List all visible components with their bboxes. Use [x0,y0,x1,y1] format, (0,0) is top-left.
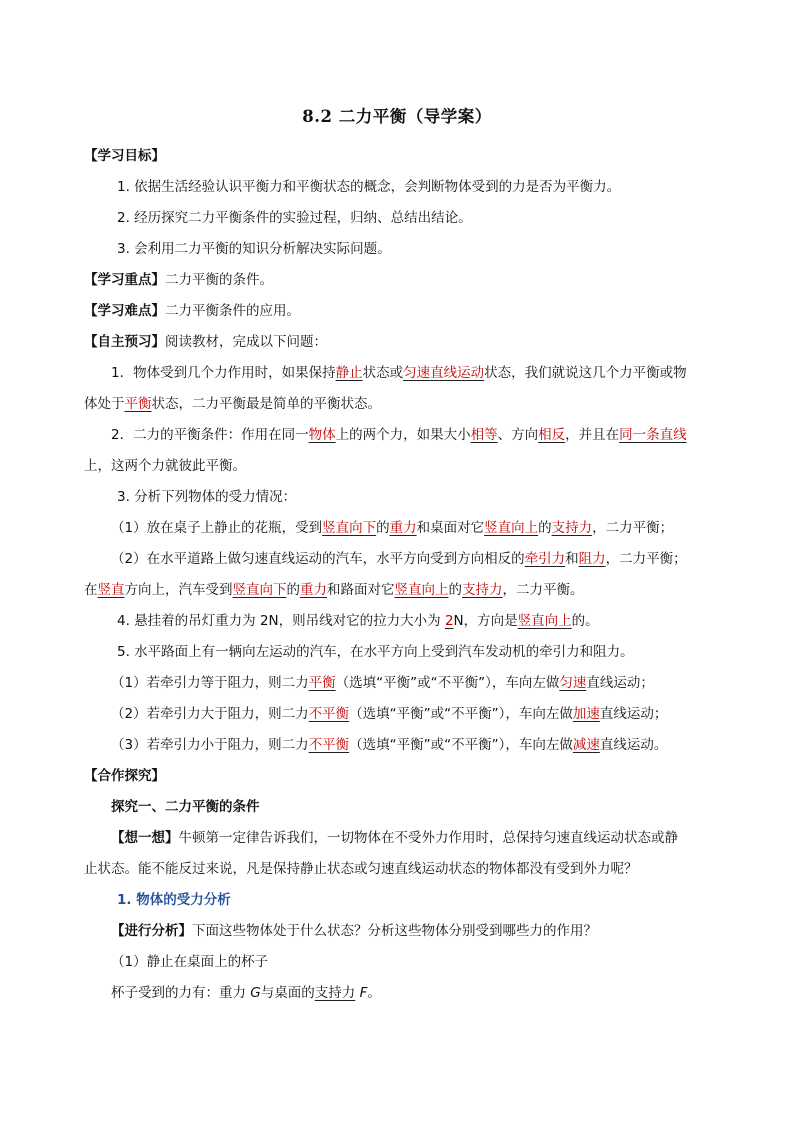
answer-blank: 竖直向上 [394,582,449,598]
text-segment: 的。 [571,613,599,629]
answer-blank: 支持力 [551,520,593,536]
think-label: 【想一想】 [111,830,179,846]
text-segment: 1．物体受到几个力作用时，如果保持 [111,365,336,381]
answer-blank: 竖直向下 [232,582,287,598]
preview-q4 [117,611,710,631]
key-point-heading: 【学习重点】 [84,272,165,288]
text-segment: N，方向是 [453,613,518,629]
answer-blank: 重力 [300,582,327,598]
text-segment: 的 [286,582,300,598]
coop-heading: 【合作探究】 [84,768,165,784]
text-segment: 直线运动。 [599,737,668,753]
section1-title: 1. 物体的受力分析 [117,892,231,908]
case1-answer [111,983,710,1003]
preview-q1-line2 [84,394,710,414]
answer-blank: 匀速 [559,675,587,691]
answer-blank: 重力 [389,520,417,536]
preview-q2-line1 [111,425,710,445]
preview-q5-p1 [111,673,710,693]
text-segment: 上的两个力，如果大小 [335,427,471,443]
text-segment: ，二力平衡； [592,520,674,536]
text-segment: （选填“平衡”或“不平衡”），车向左做 [349,706,573,722]
preview-q3-intro: 3. 分析下列物体的受力情况： [117,489,297,505]
text-segment: 、方向 [497,427,539,443]
text-segment: 状态或 [362,365,404,381]
preview-q5-p2 [111,704,710,724]
document-title: 8.2 二力平衡（导学案） [302,107,492,126]
difficulty-heading: 【学习难点】 [84,303,165,319]
preview-q1-line1 [111,363,710,383]
text-segment: 2．二力的平衡条件：作用在同一 [111,427,309,443]
answer-blank: 牵引力 [524,551,566,567]
answer-blank: 竖直向上 [484,520,539,536]
text-segment: （2）在水平道路上做匀速直线运动的汽车，水平方向受到方向相反的 [111,551,525,567]
think-line1 [111,828,710,848]
answer-blank: 物体 [308,427,336,443]
text-segment: （2）若牵引力大于阻力，则二力 [111,706,309,722]
variable-f: F [359,985,368,1001]
preview-q3-p1 [111,518,710,538]
answer-blank: 支持力 [462,582,503,598]
text-segment: 。 [367,985,381,1001]
analysis-label: 【进行分析】 [111,923,192,939]
text-segment: 杯子受到的力有：重力 [111,985,251,1001]
text-segment: 在 [84,582,98,598]
preview-intro: 阅读教材，完成以下问题： [165,334,327,350]
text-segment: （1）若牵引力等于阻力，则二力 [111,675,309,691]
preview-heading: 【自主预习】 [84,334,165,350]
answer-blank: 加速 [572,706,600,722]
preview-q3-p2-line1 [111,549,710,569]
think-text: 牛顿第一定律告诉我们，一切物体在不受外力作用时，总保持匀速直线运动状态或静 [178,830,678,846]
objectives-heading: 【学习目标】 [84,148,165,164]
text-segment: 直线运动； [586,675,654,691]
text-segment: （1）放在桌子上静止的花瓶，受到 [111,520,323,536]
text-segment: ，二力平衡。 [502,582,584,598]
answer-blank: 不平衡 [308,737,350,753]
analysis-line [111,921,710,941]
text-segment: 的 [448,582,462,598]
answer-blank: 平衡 [124,396,152,412]
text-segment: ，二力平衡； [605,551,687,567]
text-segment: 体处于 [84,396,125,412]
coop-sub1: 探究一、二力平衡的条件 [111,799,260,815]
answer-blank: 静止 [335,365,363,381]
preview-line [84,332,710,352]
think-line2: 止状态。能不能反过来说，凡是保持静止状态或匀速直线运动状态的物体都没有受到外力呢？ [84,861,638,877]
text-segment: （3）若牵引力小于阻力，则二力 [111,737,309,753]
text-segment: 与桌面的 [260,985,315,1001]
answer-blank: 竖直向下 [322,520,377,536]
text-segment: （选填“平衡”或“不平衡”），车向左做 [349,737,573,753]
key-point-line [84,270,710,290]
text-segment: 方向上，汽车受到 [124,582,233,598]
objective-item: 1. 依据生活经验认识平衡力和平衡状态的概念，会判断物体受到的力是否为平衡力。 [117,179,621,195]
text-segment: 上，这两个力就彼此平衡。 [84,458,246,474]
difficulty-line [84,301,710,321]
answer-blank: 竖直 [97,582,125,598]
text-segment: 状态，我们就说这几个力平衡或物 [484,365,687,381]
answer-blank: 竖直向上 [517,613,572,629]
text-segment: 和桌面对它 [416,520,485,536]
text-segment: 4. 悬挂着的吊灯重力为 2N，则吊线对它的拉力大小为 [117,613,445,629]
difficulty-text: 二力平衡条件的应用。 [165,303,300,319]
underlined-term: 支持力 [314,985,356,1001]
text-segment: ，并且在 [565,427,620,443]
preview-q3-p2-line2 [84,580,710,600]
answer-blank: 相等 [470,427,498,443]
key-point-text: 二力平衡的条件。 [165,272,273,288]
answer-blank: 2 [444,613,454,629]
objective-item: 2. 经历探究二力平衡条件的实验过程，归纳、总结出结论。 [117,210,472,226]
text-segment: 和 [565,551,579,567]
preview-q2-line2 [84,456,710,476]
answer-blank: 减速 [572,737,600,753]
text-segment: 和路面对它 [327,582,395,598]
text-segment: （选填“平衡”或“不平衡”），车向左做 [335,675,560,691]
case1-title: （1）静止在桌面上的杯子 [111,954,269,970]
text-segment: 的 [538,520,552,536]
preview-q5-p3 [111,735,710,755]
answer-blank: 同一条直线 [619,427,687,443]
analysis-text: 下面这些物体处于什么状态？分析这些物体分别受到哪些力的作用？ [192,923,597,939]
variable-g: G [250,985,261,1001]
answer-blank: 匀速直线运动 [403,365,485,381]
answer-blank: 不平衡 [308,706,350,722]
objective-item: 3. 会利用二力平衡的知识分析解决实际问题。 [117,241,391,257]
text-segment: 状态，二力平衡最是简单的平衡状态。 [151,396,381,412]
answer-blank: 相反 [538,427,566,443]
preview-q5-intro: 5. 水平路面上有一辆向左运动的汽车，在水平方向上受到汽车发动机的牵引力和阻力。 [117,644,634,660]
text-segment: 的 [376,520,390,536]
answer-blank: 平衡 [308,675,336,691]
text-segment: 直线运动； [599,706,668,722]
answer-blank: 阻力 [578,551,606,567]
